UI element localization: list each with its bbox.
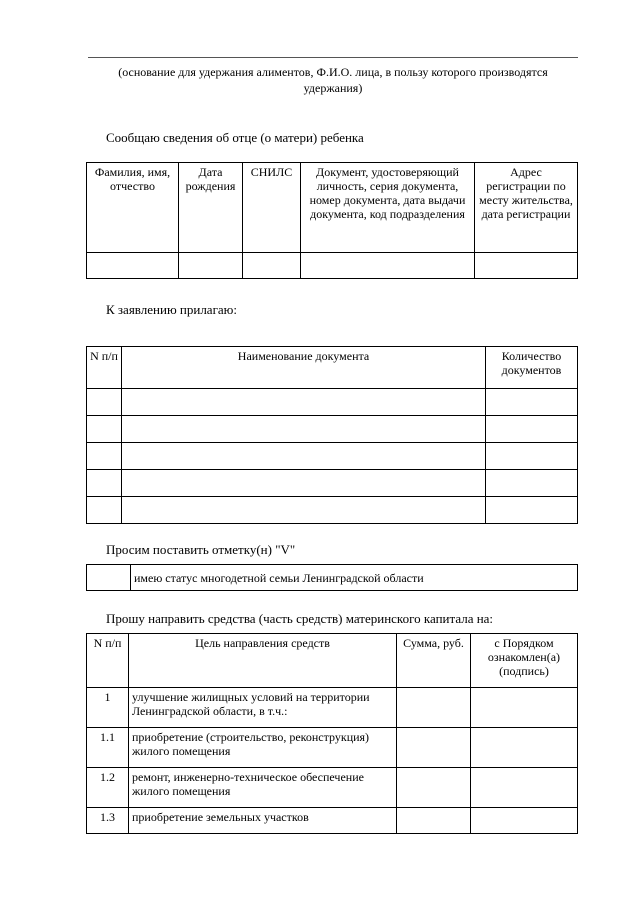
col-identity-document: Документ, удостоверяющий личность, серия документа, номер документа, дата выдачи документа, код подразделения <box>301 163 475 253</box>
row-number: 1.1 <box>87 728 129 768</box>
mark-checkbox[interactable] <box>87 565 131 591</box>
signature-input[interactable] <box>471 808 578 834</box>
table-row <box>87 389 578 416</box>
attachment-name-cell[interactable] <box>122 470 486 497</box>
attachment-name-cell[interactable] <box>122 497 486 524</box>
table-row <box>87 470 578 497</box>
birth-date-input[interactable] <box>179 253 243 279</box>
address-input[interactable] <box>475 253 578 279</box>
attachment-count-cell[interactable] <box>486 389 578 416</box>
parent-info-intro: Сообщаю сведения об отце (о матери) ребенка <box>106 130 364 145</box>
row-number: 1.2 <box>87 768 129 808</box>
amount-input[interactable] <box>397 808 471 834</box>
col-amount: Сумма, руб. <box>397 634 471 688</box>
row-purpose: приобретение (строительство, реконструкция) жилого помещения <box>129 728 397 768</box>
amount-input[interactable] <box>397 728 471 768</box>
signature-input[interactable] <box>471 728 578 768</box>
table-row <box>87 808 578 834</box>
attachment-number-cell[interactable] <box>87 497 122 524</box>
table-row <box>87 416 578 443</box>
attachments-intro: К заявлению прилагаю: <box>106 302 238 317</box>
col-full-name: Фамилия, имя, отчество <box>87 163 179 253</box>
attachment-count-cell[interactable] <box>486 416 578 443</box>
basis-caption: (основание для удержания алиментов, Ф.И.О. лица, в пользу которого производятся удержания) <box>118 65 548 95</box>
table-row <box>87 497 578 524</box>
col-number: N п/п <box>87 634 129 688</box>
basis-underline <box>88 57 578 58</box>
attachment-number-cell[interactable] <box>87 470 122 497</box>
signature-input[interactable] <box>471 688 578 728</box>
attachment-count-cell[interactable] <box>486 497 578 524</box>
signature-input[interactable] <box>471 768 578 808</box>
attachment-number-cell[interactable] <box>87 443 122 470</box>
col-address: Адрес регистрации по месту жительства, дата регистрации <box>475 163 578 253</box>
table-row <box>87 768 578 808</box>
col-snils: СНИЛС <box>243 163 301 253</box>
attachment-name-cell[interactable] <box>122 416 486 443</box>
col-number: N п/п <box>87 347 122 389</box>
directions-table <box>86 633 578 834</box>
attachments-table <box>86 346 578 524</box>
table-row <box>87 443 578 470</box>
attachment-name-cell[interactable] <box>122 389 486 416</box>
row-purpose: улучшение жилищных условий на территории Ленинградской области, в т.ч.: <box>129 688 397 728</box>
table-row <box>87 728 578 768</box>
col-document-name: Наименование документа <box>122 347 486 389</box>
attachment-number-cell[interactable] <box>87 389 122 416</box>
identity-document-input[interactable] <box>301 253 475 279</box>
mark-intro: Просим поставить отметку(н) "V" <box>106 542 296 557</box>
col-document-count: Количество документов <box>486 347 578 389</box>
col-signature: с Порядком ознакомлен(а) (подпись) <box>471 634 578 688</box>
full-name-input[interactable] <box>87 253 179 279</box>
col-purpose: Цель направления средств <box>129 634 397 688</box>
attachment-number-cell[interactable] <box>87 416 122 443</box>
directions-intro: Прошу направить средства (часть средств) материнского капитала на: <box>106 611 494 626</box>
amount-input[interactable] <box>397 768 471 808</box>
table-row <box>87 688 578 728</box>
mark-table <box>86 564 578 591</box>
large-family-status-label: имею статус многодетной семьи Ленинградской области <box>131 565 578 591</box>
parent-info-table <box>86 162 578 279</box>
attachment-name-cell[interactable] <box>122 443 486 470</box>
amount-input[interactable] <box>397 688 471 728</box>
attachment-count-cell[interactable] <box>486 470 578 497</box>
attachment-count-cell[interactable] <box>486 443 578 470</box>
row-purpose: ремонт, инженерно-техническое обеспечение жилого помещения <box>129 768 397 808</box>
row-purpose: приобретение земельных участков <box>129 808 397 834</box>
row-number: 1.3 <box>87 808 129 834</box>
snils-input[interactable] <box>243 253 301 279</box>
row-number: 1 <box>87 688 129 728</box>
col-birth-date: Дата рождения <box>179 163 243 253</box>
